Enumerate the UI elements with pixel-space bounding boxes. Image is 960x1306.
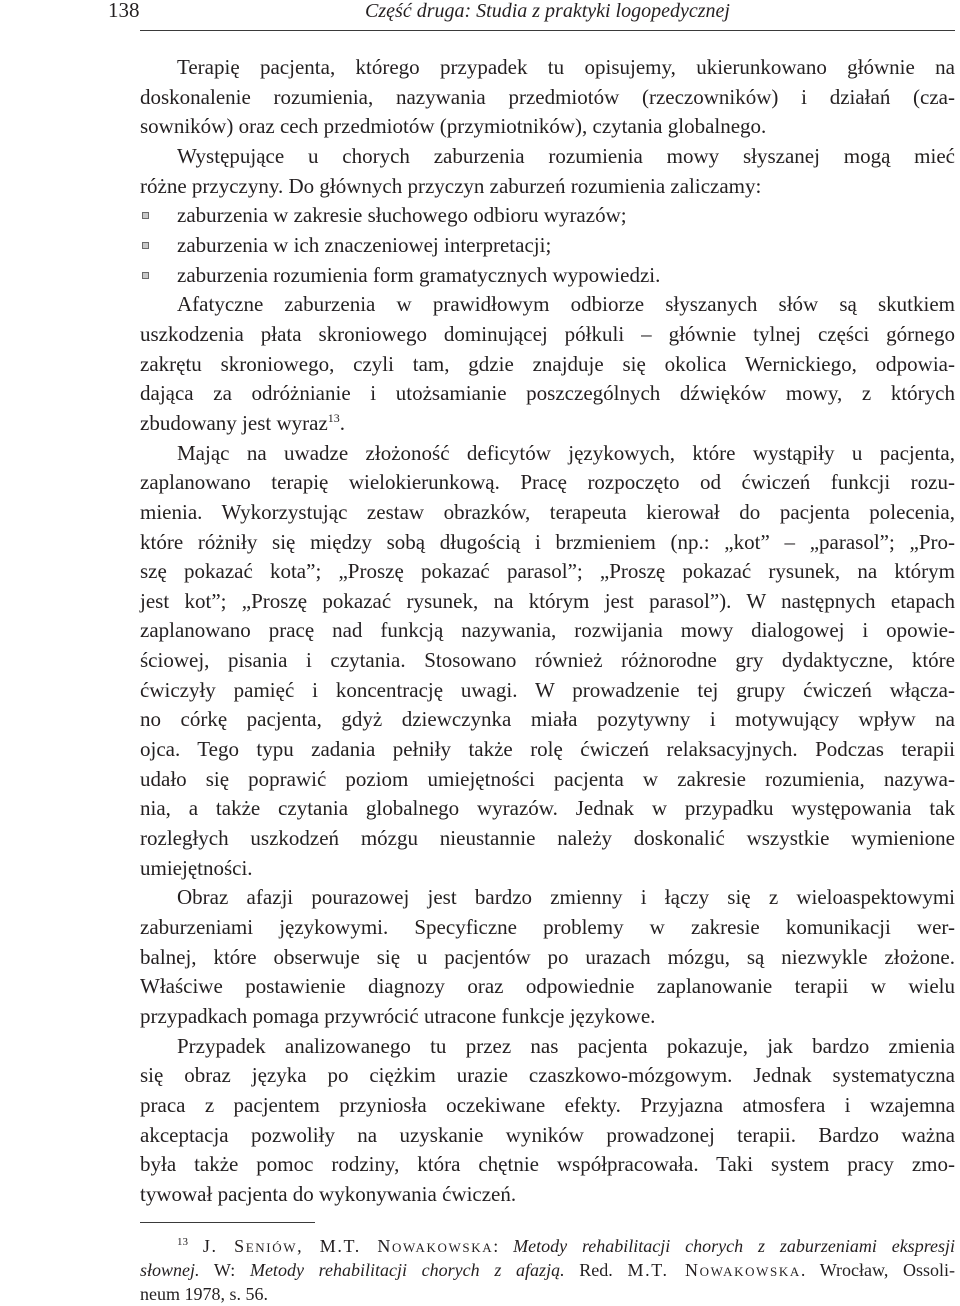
list-item <box>140 231 955 261</box>
text-line-part: zbudowany jest wyraz <box>140 410 328 435</box>
text-line: ojca. Tego typu zadania pełniły także rolę ćwiczeń relaksacyjnych. Podczas terapii <box>140 737 955 762</box>
text-line: zaplanowano pracę nad funkcją nazywania, rozwijania mowy dialogowej i opowie- <box>140 618 955 643</box>
text-line: umiejętności. <box>140 855 253 880</box>
paragraph <box>140 1032 955 1210</box>
text-line: akceptacja pozwoliły na uzyskanie wyników prowadzonej terapii. Bardzo ważna <box>140 1122 955 1147</box>
text-line: mienia. Wykorzystując zestaw obrazków, terapeuta kierował do pacjenta polecenia, <box>140 499 955 524</box>
text-line: zaplanowano terapię wielokierunkową. Pracę rozpoczęto od ćwiczeń funkcji rozu- <box>140 470 955 495</box>
footnote-in-label: W: <box>213 1260 236 1280</box>
footnote-book-title: Metody rehabilitacji chorych z afazją. <box>249 1260 565 1280</box>
footnote-line: neum 1978, s. 56. <box>140 1284 268 1304</box>
paragraph <box>140 290 955 438</box>
footnote-reference: 13 <box>327 410 340 425</box>
text-line: zakrętu skroniowego, czyli tam, gdzie znajduje się okolica Wernickiego, odpowia- <box>140 351 955 376</box>
footnote-editor: M.T. Nowakowska <box>627 1260 801 1280</box>
text-line: tywował pacjenta do wykonywania ćwiczeń. <box>140 1181 517 1206</box>
footnote-authors-separator: : <box>493 1236 499 1256</box>
text-line: była także pomoc rodziny, która chętnie współpracowała. Taki system pracy zmo- <box>140 1152 955 1177</box>
paragraph <box>140 883 955 1031</box>
square-bullet-icon <box>142 212 149 219</box>
text-line: szę pokazać kota”; „Proszę pokazać parasol”; „Proszę pokazać rysunek, na którym <box>140 559 955 584</box>
text-line: się obraz języka po ciężkim urazie czaszkowo-mózgowym. Jednak systematyczna <box>140 1063 955 1088</box>
square-bullet-icon <box>142 272 149 279</box>
footnote-publication: . Wrocław, Ossoli- <box>800 1260 956 1280</box>
text-line: Właściwe postawienie diagnozy oraz odpowiednie zaplanowanie terapii w wielu <box>140 974 955 999</box>
list-item-text: zaburzenia w ich znaczeniowej interpretacji; <box>177 232 552 257</box>
text-line <box>140 409 955 439</box>
text-line: różne przyczyny. Do głównych przyczyn zaburzeń rozumienia zaliczamy: <box>140 173 762 198</box>
paragraph <box>140 53 955 142</box>
paragraph <box>140 142 955 201</box>
list-item-text: zaburzenia w zakresie słuchowego odbioru wyrazów; <box>177 203 627 228</box>
square-bullet-icon <box>142 242 149 249</box>
footnote-line <box>140 1258 955 1282</box>
text-line: udało się poprawić poziom umiejętności pacjenta w zakresie rozumienia, nazywa- <box>140 766 955 791</box>
text-line: praca z pacjentem przyniosła oczekiwane efekty. Przyjazna atmosfera i wzajemna <box>140 1092 955 1117</box>
text-line: Afatyczne zaburzenia w prawidłowym odbiorze słyszanych słów są skutkiem <box>177 292 955 317</box>
text-line: zaburzeniami językowymi. Specyficzne problemy w zakresie komunikacji wer- <box>140 915 955 940</box>
list-item <box>140 201 955 231</box>
text-line-part: . <box>339 410 346 435</box>
paragraph <box>140 439 955 884</box>
text-line: Mając na uwadze złożoność deficytów językowych, które wystąpiły u pacjenta, <box>177 440 955 465</box>
main-text <box>140 53 955 1210</box>
text-line: Przypadek analizowanego tu przez nas pacjenta pokazuje, jak bardzo zmienia <box>177 1033 955 1058</box>
text-line: które różniły się między sobą długością i brzmieniem (np.: „kot” – „parasol”; „Pro- <box>140 529 955 554</box>
footnote-rule <box>140 1222 315 1223</box>
text-line: ściowej, pisania i czytania. Stosowano również różnorodne gry dydaktyczne, które <box>140 648 955 673</box>
footnote-title: słownej. <box>140 1260 200 1280</box>
text-line: rozległych uszkodzeń mózgu nieustannie należy doskonalić wszystkie wymienione <box>140 826 955 851</box>
running-title: Część druga: Studia z praktyki logopedycznej <box>365 0 730 22</box>
footnote-authors: J. Seniów, M.T. Nowakowska <box>202 1236 494 1256</box>
footnote-editor-label: Red. <box>579 1260 613 1280</box>
list-item <box>140 261 955 291</box>
text-line: dająca za odróżnianie i utożsamianie poszczególnych dźwięków mowy, z których <box>140 381 955 406</box>
footnote-line <box>140 1234 955 1258</box>
text-line: nia, a także czytania globalnego wyrazów. Jednak w przypadku występowania tak <box>140 796 955 821</box>
text-line: Obraz afazji pourazowej jest bardzo zmienny i łączy się z wieloaspektowymi <box>177 885 955 910</box>
text-line: balnej, które obserwuje się u pacjentów po urazach mózgu, są niezwykle złożone. <box>140 944 955 969</box>
text-line: przypadkach pomaga przywrócić utracone funkcje językowe. <box>140 1004 656 1028</box>
header-rule <box>140 30 955 31</box>
footnote <box>140 1234 955 1306</box>
bullet-list <box>140 201 955 290</box>
text-line: sowników) oraz cech przedmiotów (przymiotników), czytania globalnego. <box>140 114 767 139</box>
list-item-text: zaburzenia rozumienia form gramatycznych wypowiedzi. <box>177 262 661 287</box>
text-line: doskonalenie rozumienia, nazywania przedmiotów (rzeczowników) i działań (cza- <box>140 84 955 109</box>
text-line: no córkę pacjenta, gdyż dziewczynka miała pozytywny i motywujący wpływ na <box>140 707 955 732</box>
footnote-number: 13 <box>177 1236 188 1248</box>
text-line: jest kot”; „Proszę pokazać rysunek, na którym jest parasol”). W następnych etapach <box>140 588 955 613</box>
footnote-title: Metody rehabilitacji chorych z zaburzeniami ekspresji <box>513 1236 956 1256</box>
page-number: 138 <box>108 0 140 22</box>
text-line: ćwiczyły pamięć i koncentrację uwagi. W prowadzenie tej grupy ćwiczeń włącza- <box>140 677 955 702</box>
text-line: uszkodzenia płata skroniowego dominującej półkuli – głównie tylnej części górnego <box>140 321 955 346</box>
text-line: Występujące u chorych zaburzenia rozumienia mowy słyszanej mogą mieć <box>177 143 955 168</box>
text-line: Terapię pacjenta, którego przypadek tu opisujemy, ukierunkowano głównie na <box>177 55 955 79</box>
